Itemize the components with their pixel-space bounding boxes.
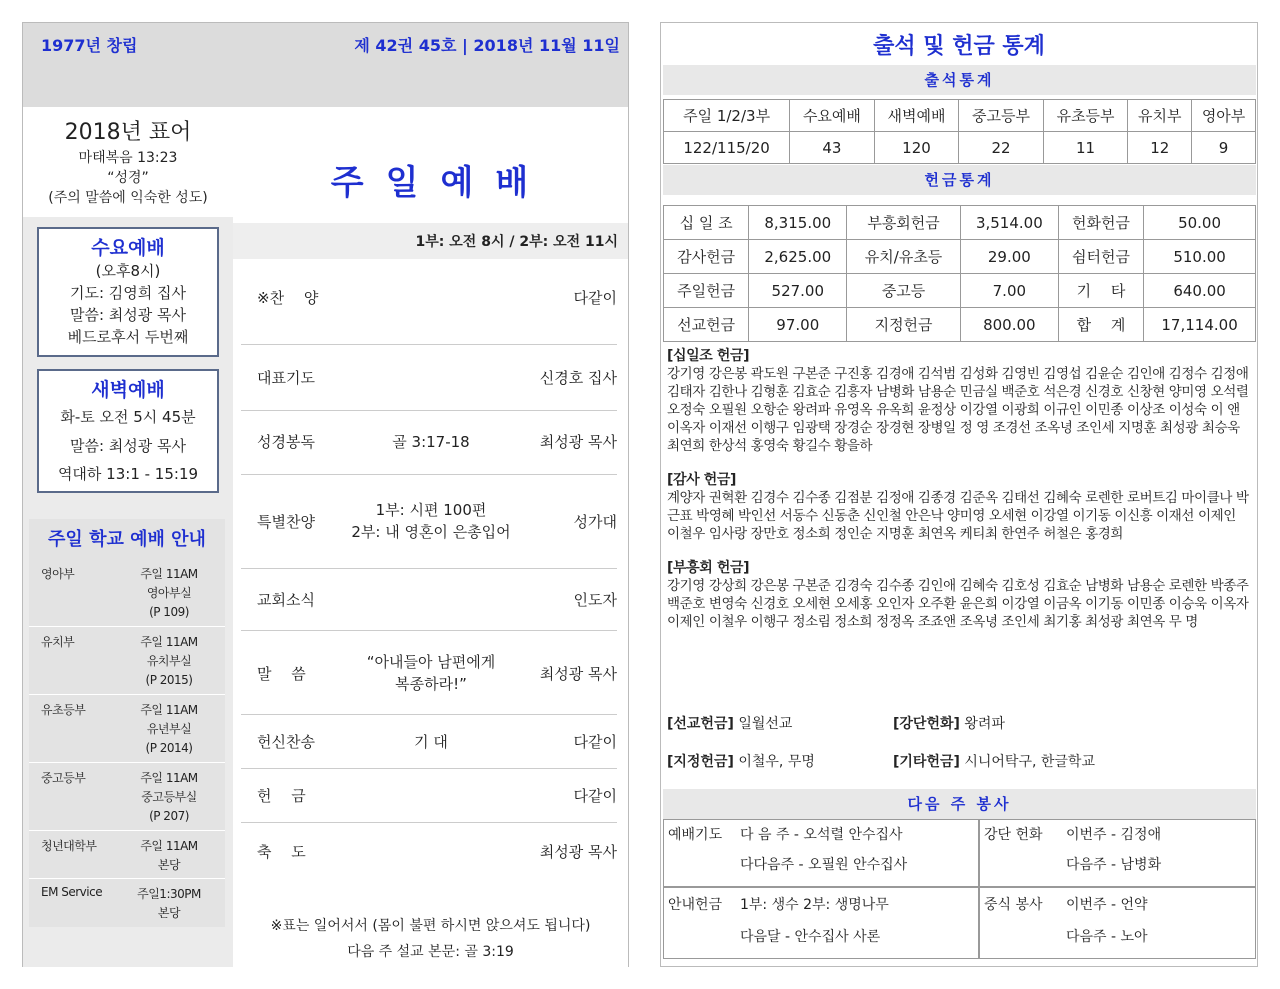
wednesday-passage: 베드로후서 두번째 [67,328,189,346]
offering-amount: 640.00 [1144,274,1256,308]
worship-footnote [233,913,628,965]
offering-amount: 50.00 [1144,206,1256,240]
ss-place: 본당 [157,858,181,872]
order-detail-2: 2부: 내 영혼이 은총입어 [351,523,511,541]
order-detail-2: 복종하라!” [395,675,467,693]
ss-dept: 유치부 [41,635,75,649]
offering-amount: 97.00 [749,308,847,342]
order-label: 특별찬양 [257,513,315,531]
order-detail: 골 3:17-18 [392,433,470,451]
right-page [660,22,1258,967]
prayer-cell [663,819,979,887]
sunday-school-row [29,627,225,695]
wednesday-sermon: 말씀: 최성광 목사 [69,306,187,324]
attendance-header: 출석통계 [663,65,1256,95]
order-label: 대표기도 [257,369,315,387]
offering-row [664,206,1256,240]
offering-amount: 7.00 [960,274,1058,308]
ss-dept: 유초등부 [41,703,86,717]
order-leader: 다같이 [573,787,617,805]
offering-amount: 510.00 [1144,240,1256,274]
other-label: [기타헌금] [893,754,960,770]
tithe-heading: [십일조 헌금] [667,348,750,364]
order-row [241,475,617,569]
order-leader: 최성광 목사 [539,665,617,683]
ss-place: 유년부실 [146,722,192,736]
order-row [241,569,617,631]
offering-label: 십 일 조 [664,206,749,240]
volunteer-header: 다음 주 봉사 [663,789,1256,819]
founded-text: 1977년 창립 [41,36,138,55]
offering-label: 쉼터헌금 [1058,240,1143,274]
ss-place: 영아부실 [146,586,192,600]
meal-label: 중식 봉사 [984,897,1043,913]
thanks-names: 계양자 권혁환 김경수 김수종 김점분 김정애 김종경 김준옥 김태선 김혜숙 로렌한 로버트김 마이클나 박근표 박영혜 박인선 서동수 신동춘 신인철 안은낙 양미영 오세현 이강열 이기동 이신흥 이재선 이제인 이철우 임사랑 장만호 정소희 정인순 지명훈 최연옥 케티최 한연주 허철은 홍경희 [667,490,1249,542]
motto-word: “성경” [107,170,149,186]
order-row [241,345,617,411]
prayer-next-week: 다다음주 - 오필원 안수집사 [740,857,908,873]
attendance-col: 영아부 [1192,100,1256,132]
ss-place: 본당 [157,906,181,920]
altar-value: 왕려파 [959,716,1005,732]
offering-label: 유치/유초등 [847,240,961,274]
offering-row [664,274,1256,308]
thanks-heading: [감사 헌금] [667,472,736,488]
prayer-this-week: 다 음 주 - 오석렬 안수집사 [740,827,903,843]
wednesday-title: 수요예배 [91,237,165,259]
ss-dept: 청년대학부 [41,839,97,853]
offering-row [664,308,1256,342]
ss-time: 주일 11AM [140,703,198,717]
revival-names: 강기영 강상희 강은봉 구본준 김경숙 김수종 김인애 김혜숙 김호성 김효순 남병화 남용순 로렌한 박종주 백준호 변영숙 신경호 오세현 오세홍 오인자 오주환 윤은희 이강열 이금옥 이기동 이민종 이승욱 이옥자 이제인 이철우 이행구 정소림 정소희 정정옥 조죠앤 조옥녕 조인세 최기홍 최성광 최연옥 무 명 [667,578,1249,630]
sunday-school-row [29,763,225,831]
motto-box [23,107,233,217]
sunday-school-row [29,879,225,927]
meal-next-week: 다음주 - 노아 [1066,929,1148,945]
order-row [241,823,617,879]
offering-label: 합 계 [1058,308,1143,342]
order-detail: 1부: 시편 100편 [375,501,487,519]
sunday-school-title: 주일 학교 예배 안내 [48,529,206,550]
ss-time: 주일 11AM [140,771,198,785]
ss-place: 유치부실 [146,654,192,668]
wednesday-time: (오후8시) [95,262,161,280]
ss-time: 주일 11AM [140,635,198,649]
altar-flower-label: 강단 헌화 [984,827,1043,843]
attendance-header-row [664,100,1256,132]
offering-amount: 3,514.00 [960,206,1058,240]
offering-label: 기 타 [1058,274,1143,308]
sunday-school-box [29,519,225,927]
order-label: 성경봉독 [257,433,315,451]
ss-page: (P 2015) [145,673,193,687]
motto-title: 2018년 표어 [64,120,192,145]
issue-date: 제 42권 45호 | 2018년 11월 11일 [354,36,620,55]
offering-amount: 800.00 [960,308,1058,342]
dawn-service-box [37,369,219,493]
dawn-title: 새벽예배 [91,379,165,401]
offering-label: 주일헌금 [664,274,749,308]
service-times: 1부: 오전 8시 / 2부: 오전 11시 [415,234,618,250]
attendance-value-row [664,132,1256,164]
attendance-value: 122/115/20 [664,132,790,164]
ss-place: 중고등부실 [141,790,197,804]
order-label: 헌신찬송 [257,733,315,751]
tithe-names: 강기영 강은봉 곽도원 구본준 구진홍 김경애 김석범 김성화 김영빈 김영섭 김윤순 김인애 김정수 김정애 김태자 김한나 김형훈 김효순 김흥자 남병화 남용순 민금실 백준호 석은경 신경호 신창현 양미영 오석렬 오정숙 오필원 오항순 왕려파 유영옥 유옥희 윤정상 이강열 이광희 이규인 이민종 이상조 이성숙 이 앤 이옥자 이재선 이행구 임광택 장경순 장경현 장병일 정 영 조경선 조옥녕 조인세 지명훈 최성광 최승욱 최연희 한상석 홍영숙 황길수 황을하 [667,366,1249,454]
attendance-value: 43 [790,132,875,164]
left-page [22,22,629,967]
offering-table [663,205,1256,342]
order-label: 헌 금 [257,787,306,805]
sunday-school-row [29,559,225,627]
ss-page: (P 109) [149,605,189,619]
mission-label: [선교헌금] [667,716,734,732]
offering-label: 선교헌금 [664,308,749,342]
ss-dept: 영아부 [41,567,75,581]
ss-time: 주일 11AM [140,839,198,853]
attendance-col: 수요예배 [790,100,875,132]
meal-this-week: 이번주 - 언약 [1066,897,1148,913]
usher-this-week: 1부: 생수 2부: 생명나무 [740,897,889,913]
motto-note: (주의 말씀에 익숙한 성도) [48,190,208,206]
ss-dept: EM Service [41,885,103,899]
designated-value: 이철우, 무명 [733,754,815,770]
order-detail: “아내들아 남편에게 [366,653,496,671]
sunday-school-row [29,695,225,763]
order-leader: 최성광 목사 [539,843,617,861]
order-leader: 최성광 목사 [539,433,617,451]
offering-amount: 17,114.00 [1144,308,1256,342]
ss-time: 주일1:30PM [137,887,201,901]
motto-verse: 마태복음 13:23 [78,150,178,166]
standing-note: ※표는 일어서서 (몸이 불편 하시면 앉으셔도 됩니다) [270,918,591,934]
offering-amount: 527.00 [749,274,847,308]
attendance-col: 중고등부 [959,100,1044,132]
meal-cell [979,887,1256,959]
dawn-time: 화-토 오전 5시 45분 [60,408,196,426]
usher-cell [663,887,979,959]
service-times-bar [233,223,628,259]
order-leader: 신경호 집사 [539,369,617,387]
revival-heading: [부흥회 헌금] [667,560,750,576]
ss-page: (P 2014) [145,741,193,755]
order-label: 교회소식 [257,591,315,609]
offering-label: 헌화헌금 [1058,206,1143,240]
ss-dept: 중고등부 [41,771,86,785]
order-leader: 성가대 [573,513,617,531]
stats-title: 출석 및 헌금 통계 [873,34,1045,59]
prayer-label: 예배기도 [668,827,723,843]
attendance-value: 12 [1128,132,1192,164]
dawn-sermon: 말씀: 최성광 목사 [69,437,187,455]
next-sermon-text: 다음 주 설교 본문: 골 3:19 [347,944,514,960]
order-label: 축 도 [257,843,306,861]
altar-label: [강단헌화] [893,716,960,732]
designated-label: [지정헌금] [667,754,734,770]
wednesday-service-box [37,227,219,357]
offering-label: 감사헌금 [664,240,749,274]
offering-amount: 2,625.00 [749,240,847,274]
order-leader: 다같이 [573,289,617,307]
offering-label: 부흥회헌금 [847,206,961,240]
attendance-col: 주일 1/2/3부 [664,100,790,132]
mission-value: 일월선교 [733,716,793,732]
donor-names [667,347,1252,647]
offering-amount: 8,315.00 [749,206,847,240]
offering-label: 중고등 [847,274,961,308]
order-row [241,631,617,715]
sunday-school-row [29,831,225,879]
attendance-col: 유초등부 [1043,100,1128,132]
usher-next-month: 다음달 - 안수집사 사론 [740,929,881,945]
order-detail: 기 대 [414,733,448,751]
offering-label: 지정헌금 [847,308,961,342]
order-leader: 인도자 [573,591,617,609]
attendance-table [663,99,1256,164]
order-row [241,273,617,345]
order-leader: 다같이 [573,733,617,751]
attendance-value: 11 [1043,132,1128,164]
usher-label: 안내헌금 [668,897,723,913]
altar-cell [979,819,1256,887]
order-row [241,715,617,769]
ss-time: 주일 11AM [140,567,198,581]
offering-row [664,240,1256,274]
order-row [241,769,617,823]
volunteer-grid [663,819,1256,965]
ss-page: (P 207) [149,809,189,823]
attendance-col: 새벽예배 [874,100,959,132]
attendance-value: 120 [874,132,959,164]
order-label: ※찬 양 [257,289,319,307]
other-value: 시니어탁구, 한글학교 [959,754,1095,770]
altar-this-week: 이번주 - 김정애 [1066,827,1162,843]
attendance-value: 9 [1192,132,1256,164]
attendance-col: 유치부 [1128,100,1192,132]
masthead [23,23,628,107]
worship-column [233,107,628,967]
attendance-value: 22 [959,132,1044,164]
dawn-passage: 역대하 13:1 - 15:19 [57,465,199,483]
offering-amount: 29.00 [960,240,1058,274]
wednesday-prayer: 기도: 김영희 집사 [69,284,187,302]
offering-header: 헌금통계 [663,165,1256,195]
altar-next-week: 다음주 - 남병화 [1066,857,1162,873]
order-row [241,411,617,475]
worship-title: 주일예배 [330,163,551,203]
order-label: 말 씀 [257,665,306,683]
